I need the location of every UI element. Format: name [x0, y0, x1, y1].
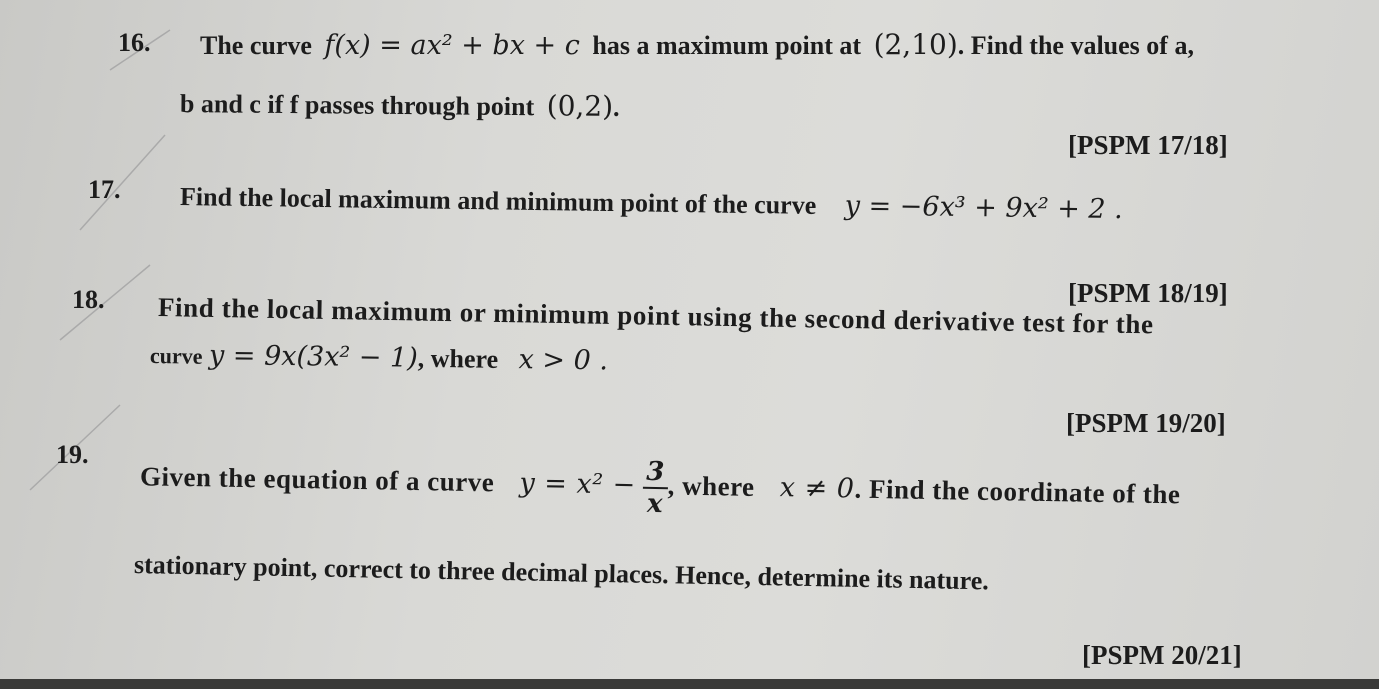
question-text: curve [149, 343, 203, 369]
question-number: 19. [56, 440, 89, 469]
exam-reference: [PSPM 19/20] [1066, 408, 1226, 438]
question-text: . [612, 92, 620, 122]
question-text: . Find the values of a, [957, 31, 1194, 60]
question-text: has a maximum point at [592, 31, 862, 60]
bottom-shadow [0, 679, 1379, 689]
exam-reference: [PSPM 17/18] [1068, 130, 1228, 160]
question-number: 18. [72, 285, 105, 314]
question-text: b and c if f passes through point [179, 89, 535, 122]
fraction-denominator: x [646, 488, 664, 520]
question-text: The curve [200, 31, 312, 60]
fraction-numerator: 3 [643, 457, 668, 489]
question-17-line-1 [180, 180, 1123, 227]
question-number: 16. [118, 28, 151, 57]
fraction [642, 457, 668, 519]
question-text: Given the equation of a curve [139, 461, 495, 498]
question-number: 17. [88, 175, 121, 204]
question-19-line-1 [139, 448, 1180, 528]
question-16-line-1 [200, 28, 1194, 63]
curve-equation: y = x² − [519, 467, 637, 501]
point-expression: (2,10) [873, 28, 958, 61]
question-text: , where [417, 343, 499, 374]
question-text: . Find the coordinate of the [854, 473, 1181, 510]
exam-reference: [PSPM 18/19] [1068, 278, 1228, 308]
point-expression: (0,2) [546, 89, 614, 123]
question-18-line-2 [150, 338, 608, 379]
curve-equation: y = −6x³ + 9x² + 2 . [844, 190, 1123, 226]
question-19-line-2: stationary point, correct to three decimal places. Hence, determine its nature. [133, 550, 990, 596]
question-18-line-1: Find the local maximum or minimum point using the second derivative test for the [157, 292, 1154, 340]
question-text: Find the local maximum and minimum point of the curve [179, 182, 817, 220]
question-16-line-2 [180, 86, 620, 125]
exam-reference: [PSPM 20/21] [1082, 640, 1242, 670]
curve-equation: y = 9x(3x² − 1) [208, 339, 418, 374]
domain-condition: x ≠ 0 [779, 472, 855, 505]
question-text: , where [667, 470, 755, 502]
function-expression: f(x) = ax² + bx + c [324, 30, 580, 61]
domain-condition: x > 0 . [518, 344, 609, 377]
